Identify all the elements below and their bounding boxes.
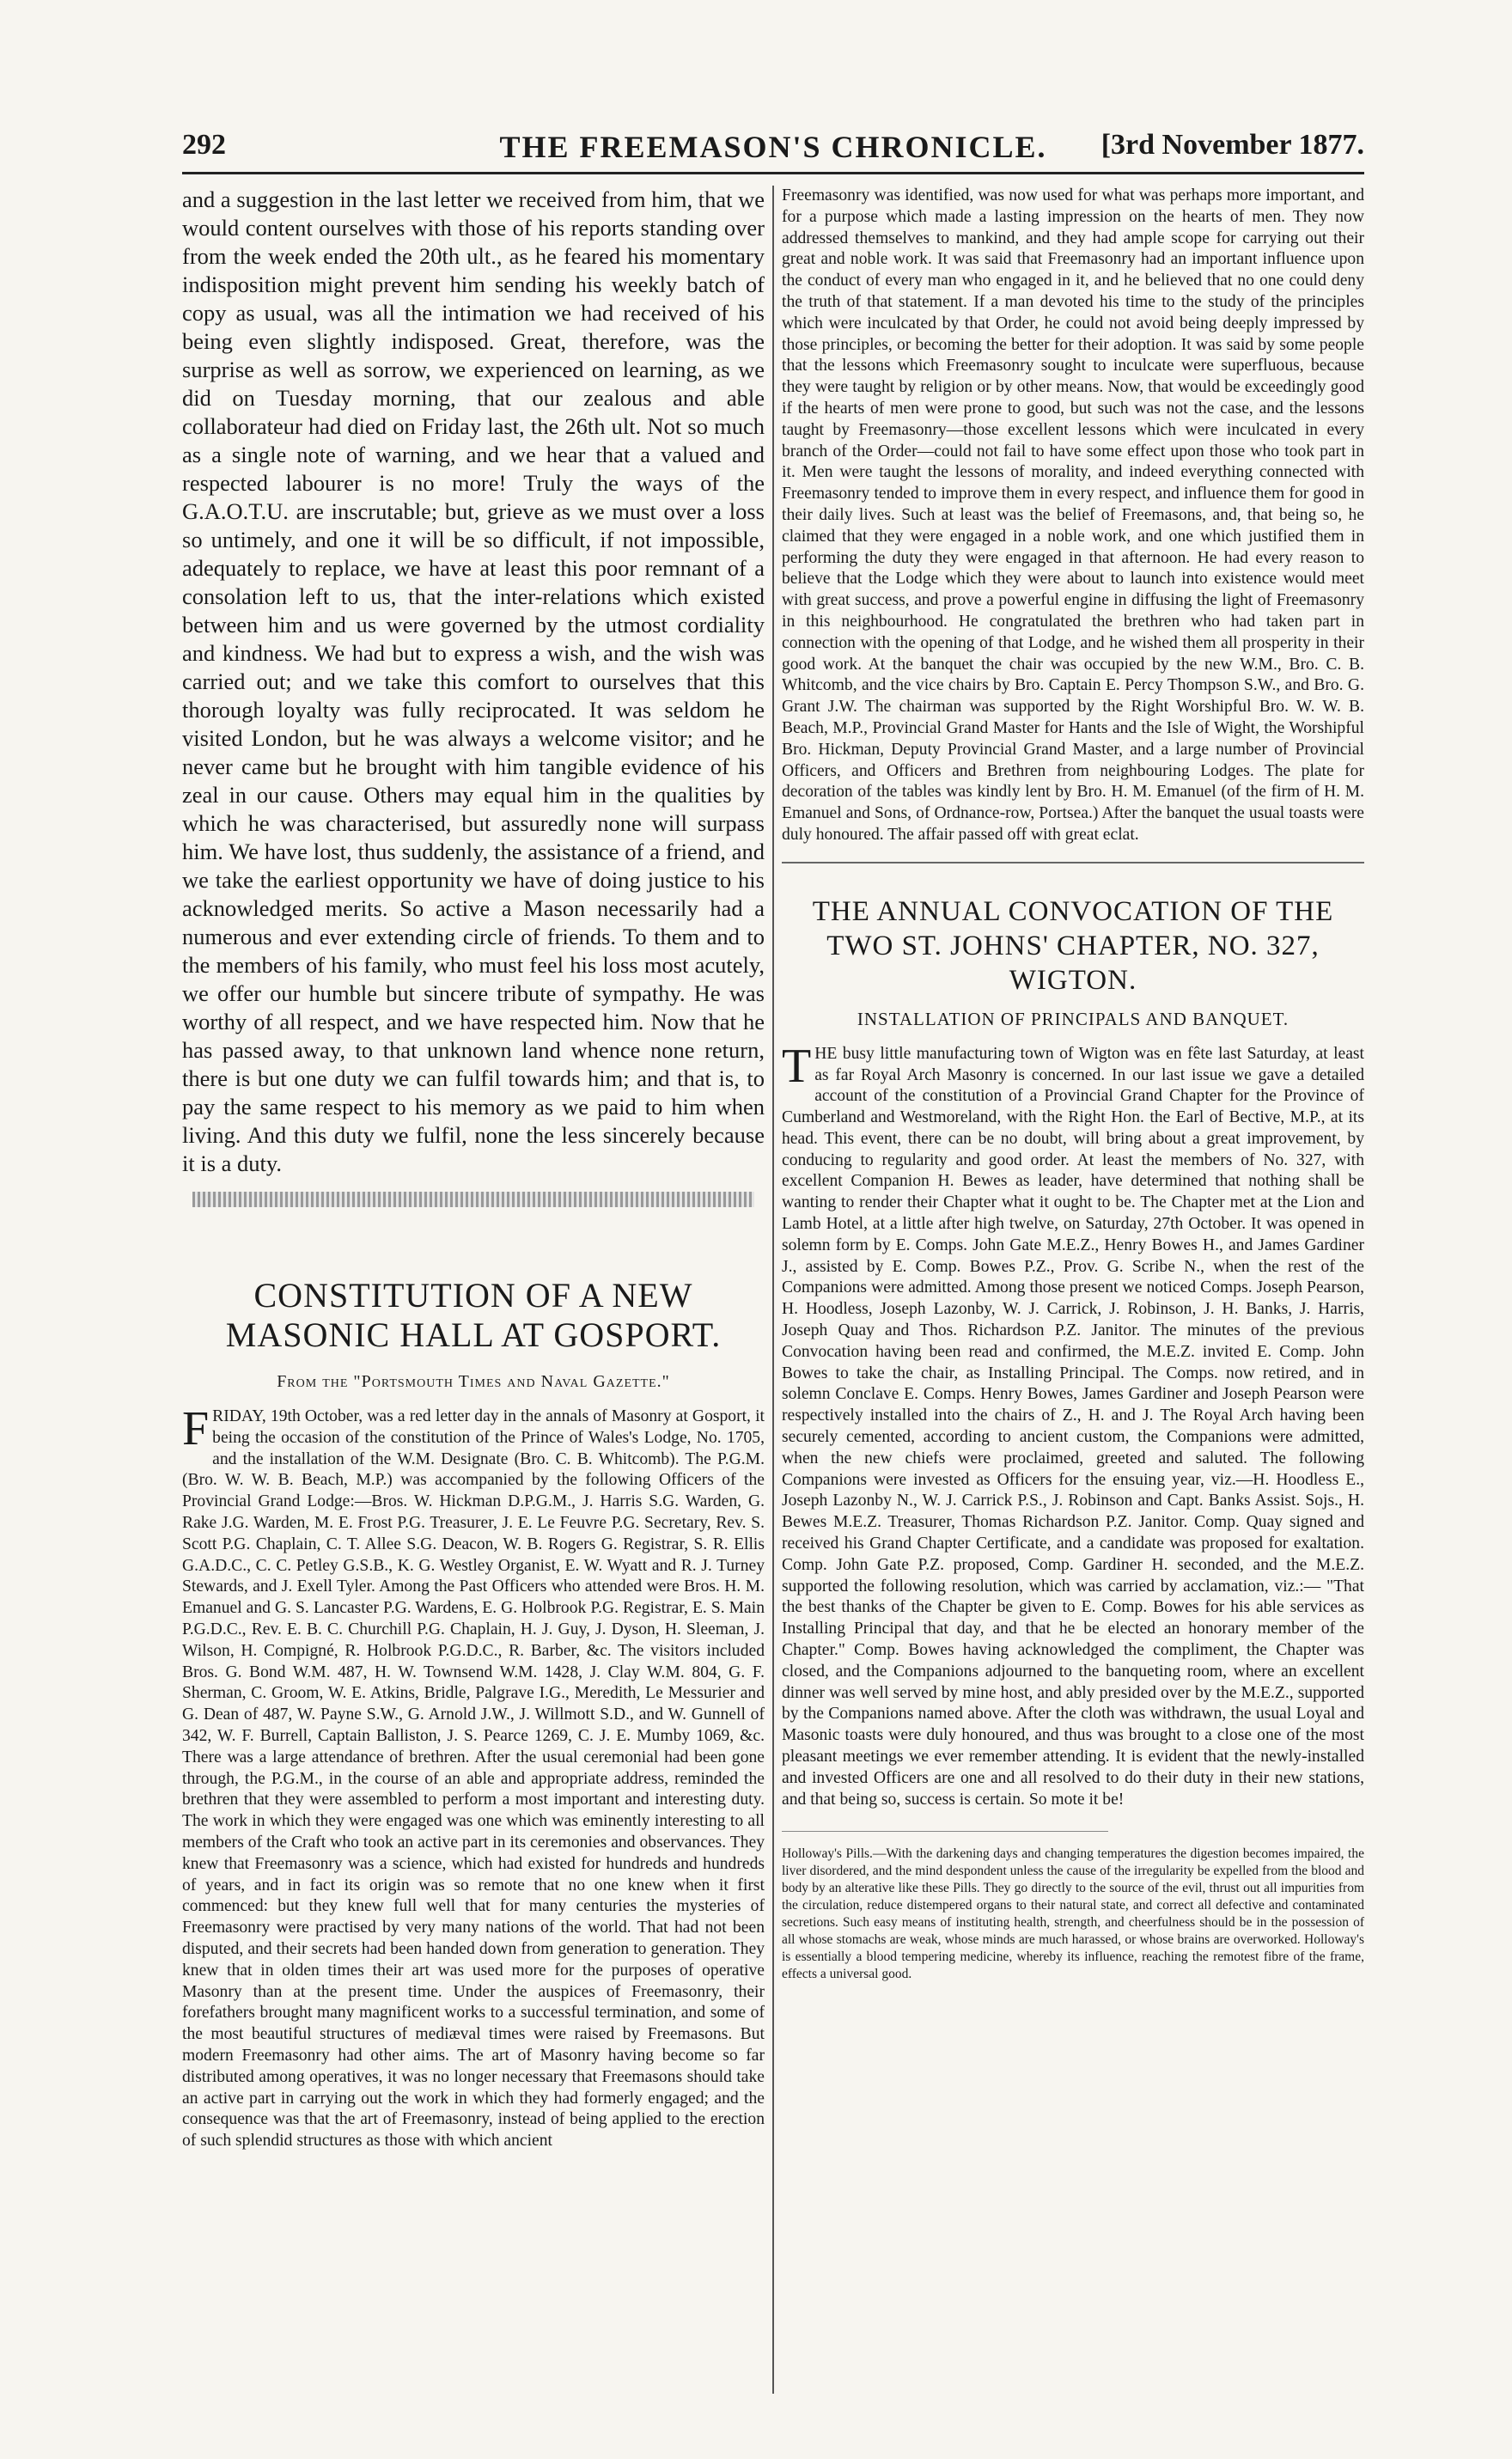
right-column xyxy=(782,186,1364,1983)
gosport-article-title: CONSTITUTION OF A NEW MASONIC HALL AT GOSPORT. xyxy=(225,1276,722,1354)
wigton-article-title: THE ANNUAL CONVOCATION OF THE TWO ST. JOHNS' CHAPTER, NO. 327, WIGTON. xyxy=(812,895,1334,996)
gosport-article-continuation: Freemasonry was identified, was now used for what was perhaps more important, and for a purpose which made a lasting impression on the hearts of men. They now addressed themselves to mankind, and they had ample scope for carrying out their great and noble work. It was said that Freemasonry had an important influence upon the conduct of every man who engaged in it, and he believed that no one could deny the truth of that statement. If a man devoted his time to the study of the principles which were inculcated by that Order, he could not avoid being deeply impressed by those principles, or becoming the better for their adoption. It was said by some people that the lessons which Freemasonry sought to inculcate were superfluous, because they were taught by religion or by other means. Now, that would be exceedingly good if the hearts of men were prone to good, but such was not the case, and the lessons taught by Freemasonry—those excellent lessons which were inculcated in every branch of the Order—could not fail to have some effect upon those who took part in it. Men were taught the lessons of morality, and indeed everything connected with Freemasonry tended to improve them in every respect, and influence them for good in their daily lives. Such at least was the belief of Freemasons, and, that being so, he claimed that they were engaged in a noble work, and one which justified them in performing the duty they were engaged in that afternoon. He had every reason to believe that the Lodge which they were about to launch into existence would meet with great success, and prove a powerful engine in diffusing the light of Freemasonry in this neighbourhood. He congratulated the brethren who had taken part in connection with the opening of that Lodge, and he wished them all prosperity in their good work. At the banquet the chair was occupied by the new W.M., Bro. C. B. Whitcomb, and the vice chairs by Bro. Captain E. Percy Thompson S.W., and Bro. G. Grant J.W. The chairman was supported by the Right Worshipful Bro. W. W. B. Beach, M.P., Provincial Grand Master for Hants and the Isle of Wight, the Worshipful Bro. Hickman, Deputy Provincial Grand Master, and a large number of Provincial Officers, and Officers and Brethren from neighbouring Lodges. The plate for decoration of the tables was kindly lent by Bro. H. M. Emanuel (of the firm of H. M. Emanuel and Sons, of Ordnance-row, Portsea.) After the banquet the usual toasts were duly honoured. The affair passed off with great eclat. xyxy=(782,186,1364,844)
wigton-article-body: THE busy little manufacturing town of Wigton was en fête last Saturday, at least as far Royal Arch Masonry is concerned. In our last issue we gave a detailed account of the constitution of a Provincial Grand Chapter for the Province of Cumberland and Westmoreland, with the Right Hon. the Earl of Bective, M.P., at its head. This event, there can be no doubt, will bring about a great improvement, by conducing to regularity and good order. At least the members of No. 327, with excellent Companion H. Bewes as leader, have determined that nothing shall be wanting to render their Chapter what it ought to be. The Chapter met at the Lion and Lamb Hotel, at a little after high twelve, on Saturday, 27th October. It was opened in solemn form by E. Comps. John Gate M.E.Z., Henry Bowes H., and James Gardiner J., assisted by E. Comp. Bowes P.Z., Prov. G. Scribe N., when the rest of the Companions were admitted. Among those present we noticed Comps. Joseph Pearson, H. Hoodless, Joseph Lazonby, W. J. Carrick, J. Robinson, J. H. Banks, J. Harris, Joseph Quay and Thos. Richardson P.Z. Janitor. The minutes of the previous Convocation having been read and confirmed, the M.E.Z. invited E. Comp. John Bowes to take the chair, as Installing Principal. The Comps. now retired, and in solemn Conclave E. Comps. Henry Bowes, James Gardiner and Joseph Pearson were respectively installed into the chairs of Z., H. and J. The Royal Arch having been securely cemented, according to ancient custom, the Companions were admitted, when the new chiefs were proclaimed, greeted and saluted. The following Companions were invested as Officers for the ensuing year, viz.—H. Hoodless E., Joseph Lazonby N., W. J. Carrick P.S., J. Robinson and Capt. Banks Assist. Sojs., H. Bewes M.E.Z. Treasurer, Thomas Richardson P.Z. Janitor. Comp. Quay signed and received his Grand Chapter Certificate, and a candidate was proposed for exaltation. Comp. John Gate P.Z. proposed, Comp. Gardiner H. seconded, and the M.E.Z. supported the following resolution, which was carried by acclamation, viz.:— "That the best thanks of the Chapter be given to E. Comp. Bowes for his able services as Installing Principal that day, and that he be elected an honorary member of the Chapter." Comp. Bowes having acknowledged the compliment, the Chapter was closed, and the Companions adjourned to the banqueting room, where an excellent dinner was well served by mine host, and ably presided over by the M.E.Z., supported by the Companions named above. After the cloth was withdrawn, the usual Loyal and Masonic toasts were duly honoured, and thus was brought to a close one of the most pleasant meetings we ever remember attending. It is evident that the newly-installed and invested Officers are one and all resolved to do their duty in their new stations, and that being so, success is certain. So mote it be! xyxy=(782,1039,1364,1809)
masthead: THE FREEMASON'S CHRONICLE. xyxy=(499,130,1047,164)
holloway-advert: Holloway's Pills.—With the darkening days and changing temperatures the digestion becomes impaired, the liver disordered, and the mind despondent unless the cause of the irregularity be expelled from the blood and body by an alterative like these Pills. They go directly to the source of the evil, thrust out all impurities from the circulation, reduce distempered organs to their natural state, and correct all defective and contaminated secretions. Such easy means of instituting health, strength, and cheerfulness should be in the possession of all whose stomachs are weak, whose minds are much harassed, or whose brains are overworked. Holloway's is essentially a blood tempering medicine, whereby its influence, reaching the remotest fibre of the frame, effects a universal good. xyxy=(782,1846,1364,1982)
issue-date: [3rd November 1877. xyxy=(1100,129,1364,161)
gosport-article-source: From the "Portsmouth Times and Naval Gazette." xyxy=(277,1372,670,1391)
gosport-article-body: FRIDAY, 19th October, was a red letter day in the annals of Masonry at Gosport, it being the occasion of the constitution of the Prince of Wales's Lodge, No. 1705, and the installation of the W.M. Designate (Bro. C. B. Whitcomb). The P.G.M. (Bro. W. W. B. Beach, M.P.) was accompanied by the following Officers of the Provincial Grand Lodge:—Bros. W. Hickman D.P.G.M., J. Harris S.G. Warden, G. Rake J.G. Warden, M. E. Frost P.G. Treasurer, J. E. Le Feuvre P.G. Secretary, Rev. S. Scott P.G. Chaplain, C. T. Allee S.G. Deacon, W. B. Rogers G. Registrar, S. R. Ellis G.A.D.C., C. C. Petley G.S.B., K. G. Westley Organist, E. W. Wyatt and R. J. Turney Stewards, and J. Exell Tyler. Among the Past Officers who attended were Bros. H. M. Emanuel and G. S. Lancaster P.G. Wardens, E. G. Holbrook P.G. Registrar, E. S. Main P.G.D.C., Rev. E. B. C. Churchill P.G. Chaplain, H. J. Guy, J. Dyson, H. Sleeman, J. Wilson, H. Compigné, R. Holbrook P.G.D.C., R. Barber, &c. The visitors included Bros. G. Bond W.M. 487, H. W. Townsend W.M. 1428, J. Clay W.M. 804, G. F. Sherman, C. Groom, W. E. Atkins, Bridle, Palgrave I.G., Meredith, Le Messurier and G. Dean of 487, W. Payne S.W., G. Arnold J.W., J. Willmott S.D., and W. Gunnell of 342, W. F. Burrell, Captain Balliston, J. S. Pearce 1269, C. J. E. Mumby 1069, &c. There was a large attendance of brethren. After the usual ceremonial had been gone through, the P.G.M., in the course of an able and appropriate address, reminded the brethren that they were assembled to perform a most important and interesting duty. The work in which they were engaged was one which was eminently interesting to all members of the Craft who took an active part in its ceremonies and observances. They knew that Freemasonry was a science, which had existed for hundreds and hundreds of years, and in fact its origin was so remote that no one knew when it first commenced: but they knew full well that for many centuries the mysteries of Freemasonry were practised by very many nations of the world. That had not been disputed, and their secrets had been handed down from generation to generation. They knew that in olden times their art was used more for the purposes of operative Masonry than at the present time. Under the auspices of Freemasonry, their forefathers brought many magnificent works to a successful termination, and some of the most beautiful structures of mediæval times were raised by Freemasons. But modern Freemasonry had other aims. The art of Masonry having become so far distributed among operatives, it was no longer necessary that Freemasons should take an active part in carrying out the work in which they had formerly engaged; and the consequence was that the art of Freemasonry, instead of being applied to the erection of such splendid structures as those with which ancient xyxy=(182,1402,765,2151)
column-divider xyxy=(772,186,774,2394)
ornamental-rule xyxy=(192,1192,754,1207)
page-header xyxy=(182,129,1364,167)
obituary-text: and a suggestion in the last letter we received from him, that we would content ourselves with those of his reports standing over from the week ended the 20th ult., as he feared his momentary indisposition might prevent him sending his weekly batch of copy as usual, was all the intimation we had received of his being even slightly indisposed. Great, therefore, was the surprise as well as sorrow, we experienced on learning, as we did on Tuesday morning, that our zealous and able collaborateur had died on Friday last, the 26th ult. Not so much as a single note of warning, and we hear that a valued and respected labourer is no more! Truly the ways of the G.A.O.T.U. are inscrutable; but, grieve as we must over a loss so untimely, and one it will be so difficult, if not impossible, adequately to replace, we have at least this poor remnant of a consolation left to us, that the inter-relations which existed between him and us were governed by the utmost cordiality and kindness. We had but to express a wish, and the wish was carried out; and we take this comfort to ourselves that this thorough loyalty was fully reciprocated. It was seldom he visited London, but he was always a welcome visitor; and he never came but he brought with him tangible evidence of his zeal in our cause. Others may equal him in the qualities by which he was characterised, but assuredly none will surpass him. We have lost, thus suddenly, the assistance of a friend, and we take the earliest opportunity we have of doing justice to his acknowledged merits. So active a Mason necessarily had a numerous and ever extending circle of friends. To them and to the members of his family, who must feel his loss most acutely, we offer our humble but sincere tribute of sympathy. He was worthy of all respect, and we have respected him. Now that he has passed away, to that unknown land whence none return, there is but one duty we can fulfil towards him; and that is, to pay the same respect to his memory as we paid to him when living. And this duty we fulfil, none the less sincerely because it is a duty. xyxy=(182,186,765,1176)
header-rule xyxy=(182,172,1364,174)
wigton-article-subtitle: INSTALLATION OF PRINCIPALS AND BANQUET. xyxy=(857,1008,1289,1029)
page-number: 292 xyxy=(182,129,226,161)
section-rule xyxy=(782,862,1364,863)
advert-rule xyxy=(782,1831,1108,1832)
left-column xyxy=(182,186,765,2152)
